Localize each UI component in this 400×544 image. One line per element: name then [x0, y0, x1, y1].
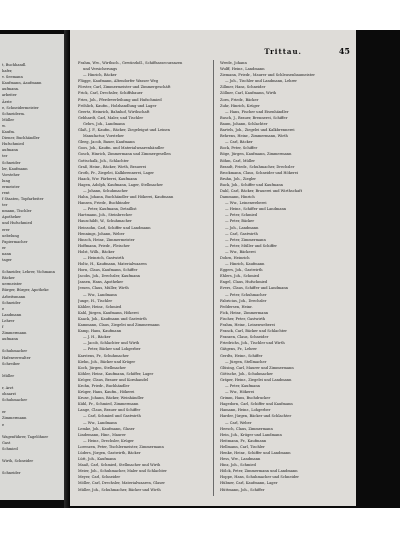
directory-entry: Gebhardt, Carl, Maler, und Tischler — [78, 115, 144, 120]
directory-entry: Holtz, H., Kaufmann, Materialwaaren — [78, 262, 147, 267]
directory-entry: — Peter, Müller und Schiffer — [225, 243, 277, 248]
directory-entry: Fries, Joh., Pferdeverleihung und Hufschmied — [78, 97, 162, 102]
directory-entry: Lüders, Jürgen, Gastwirth, Bäcker — [78, 451, 141, 455]
scanned-book-spread — [0, 30, 400, 508]
directory-entry: Baum, Johann, Schlachter — [220, 121, 268, 126]
directory-entry: Dahl, Carl, Bäcker, Brauerei und Wirthschaft — [220, 188, 303, 193]
left-page-fragment-line: nmann, Tischler — [2, 209, 32, 214]
left-page-fragment-line: Schmied — [2, 446, 18, 451]
directory-entry: — Carl, Weber — [225, 420, 252, 425]
left-page-fragment-line: arbeiter — [2, 93, 17, 98]
directory-entry: Kruse, Johann, Bäcker, Weinhändler — [78, 396, 144, 401]
left-page-fragment-line: Schneider — [2, 160, 21, 165]
directory-entry: Brandt, Friedr., Schuhmacher, Drechsler — [220, 164, 295, 169]
directory-entry: Lindemann, Hinr., Maurer — [78, 432, 126, 437]
directory-entry: — Ww., Bäckerei — [225, 249, 256, 254]
directory-entry: Holst, Wilh., Bäcker — [78, 249, 115, 254]
directory-entry: — Peter, Kaufmann, Detaillist — [83, 207, 137, 212]
left-page-fragment-line: er — [2, 245, 6, 250]
directory-entry: Engel, Claus, Hufschmied — [220, 280, 268, 285]
directory-entry: Müller, Joh., Schuhmacher, Bäcker und Wirth — [78, 487, 161, 492]
directory-entry: — Hinrich, Bäcker — [83, 73, 117, 78]
left-page-fragment-line: Zimmermann — [2, 416, 27, 421]
directory-entry: Brockmann, Claus, Schneider und Hökerei — [220, 170, 298, 175]
directory-entry: Gätgens, Fr., Lehrer — [220, 347, 257, 352]
directory-entry: — Hans, Fischer und Eisenhändler — [225, 109, 289, 114]
directory-entry: — Peter, Kaufmann — [225, 383, 260, 388]
directory-entry: — Carl, Gastwirth — [225, 231, 258, 236]
directory-entry: Lorenzen, Peter, Tischlermeister, Zimmermann — [78, 444, 164, 449]
directory-entry: — Carl, Bäcker — [225, 140, 253, 145]
directory-column-right — [220, 60, 350, 493]
left-page-fragment-line: Schuhmacher — [2, 349, 28, 354]
directory-entry: Hennings, Johann, Weber — [78, 231, 125, 236]
directory-entry: Jansen, Hans, Apotheker — [78, 280, 124, 285]
left-page-fragment-line: e — [2, 422, 5, 427]
directory-entry: Gosch, Hinrich, Zimmermann und Zimmergesellen — [78, 152, 171, 157]
directory-entry: Heesch, Claus, Zimmermann — [220, 426, 273, 431]
left-page-fragment-line: Schreiber — [2, 361, 20, 366]
directory-entry: Maaß, Carl, Schmied, Stellmacher und Wirth — [78, 463, 161, 468]
left-page-fragment-line: Vorsteher — [2, 172, 20, 177]
left-page-fragment-line: Hafenverwalter — [2, 355, 31, 360]
left-page-fragment-line: lung — [2, 178, 11, 183]
directory-entry: Dohrn, Heinrich — [220, 256, 250, 260]
directory-entry: Zuhr, Hinrich, Krüger — [220, 103, 260, 108]
left-page-fragment-line: e — [2, 306, 5, 311]
left-page-fragment-line: Apotheker — [2, 215, 21, 220]
directory-entry: Lütt, Joh., Kaufmann — [78, 457, 116, 462]
directory-entry: Böge, Jürgen, Kaufmann, Zimmermann — [220, 152, 292, 157]
directory-entry: Hübner, Carl, Kaufmann, Lager — [220, 481, 278, 486]
directory-entry: Goos, Joh., Kaufm. und Materialwaarenhändler — [78, 146, 165, 151]
left-page-text-column — [2, 62, 62, 476]
directory-entry: Fick, Heinr., Zimmermann — [220, 310, 269, 315]
left-page-fragment-line: nann — [2, 251, 12, 256]
left-page-fragment-line: Kaufmann, Aaufmann — [2, 81, 42, 86]
directory-entry: Hauschildt, W., Schuhmacher — [78, 219, 132, 224]
directory-entry: Kröger, Claus, Brauer und Kornhandel — [78, 377, 149, 382]
directory-entry: und Versicherungs — [83, 67, 118, 72]
left-page-fragment-line: rent — [2, 190, 10, 195]
directory-entry: Hamann, Heinr., Lohgerber — [220, 408, 271, 413]
directory-entry: Fischer, Peter, Gastwirth — [220, 316, 266, 321]
directory-entry: — Joh., Landmann — [225, 225, 259, 230]
directory-entry: Krüger, Hans, Kaufm., Hökerei — [78, 390, 135, 395]
directory-entry: Glüsing, Carl, Maurer und Zimmermann — [220, 365, 294, 370]
directory-entry: Hellmann, Carl, Tischler — [220, 444, 265, 449]
left-page-fragment-line: ermeister — [2, 184, 20, 189]
directory-entry: Manufactur, Vorsteher — [83, 134, 125, 139]
directory-entry: Horn, Claus, Kaufmann, Schiffer — [78, 268, 138, 273]
directory-entry: Busch, J., Brauer, Brennerei, Schiffer — [220, 115, 288, 120]
left-page-fragment-line: Arbeitsmann — [2, 294, 26, 299]
directory-entry: Kähler, Heinr., Schmied — [78, 304, 122, 309]
directory-entry: Hahn, Johann, Buchhändler und Hökerei, Kaufmann — [78, 195, 174, 200]
directory-entry: Karstens, Fr., Schuhmacher — [78, 353, 129, 358]
left-page-fragment-line: Bäcker — [2, 276, 15, 281]
directory-entry: — Hinrich, Kaufmann — [225, 262, 265, 267]
directory-entry: Hüttmann, Joh., Schiffer — [220, 487, 265, 492]
directory-entry: Kammann, Claus, Ziegelei und Zimmermann — [78, 323, 160, 328]
directory-entry: Heinsohn, Carl, Schiffer und Landmann — [78, 225, 151, 230]
directory-entry: — Ww., Landmann — [83, 292, 117, 297]
directory-entry: — J. H., Bäcker — [83, 335, 111, 340]
directory-entry: Frahm, Ww., Wirthsch., Gewürzhdl., Schiffsassecuranzen — [78, 61, 183, 65]
left-page-fragment-line: Kaufm. — [2, 130, 16, 135]
directory-entry: Hansen, Friedr., Buchbinder — [78, 201, 130, 206]
directory-entry: Hölck, Peter, Zimmermann und Landmann — [220, 469, 298, 474]
directory-entry: — Heinr., Schiffer und Landmann — [225, 207, 287, 212]
directory-entry: Hagedorn, Carl, Schiffer und Kaufmann — [220, 402, 293, 407]
directory-entry: — Peter, Schmied — [225, 213, 258, 218]
directory-entry: Friedrichs, Joh., Tischler und Wirth — [220, 341, 285, 346]
directory-entry: Hein, Joh., Krüger und Landmann — [220, 432, 282, 437]
left-page-fragment-line: Papiermacher — [2, 239, 28, 244]
directory-entry: Gottschalk, Joh., Schlachter — [78, 158, 129, 163]
left-page-fragment-line: Schneider — [2, 300, 21, 305]
directory-entry: Grimm, Hans, Buchdrucker — [220, 396, 271, 401]
directory-entry: Heitmann, Fr., Kaufmann — [220, 438, 267, 443]
directory-entry: Frick, Carl, Drechsler, Schiffsbauer — [78, 91, 143, 96]
directory-entry: — Joh., Tischler und Landmann, Lehrer — [225, 79, 298, 84]
directory-entry: Zöllner, Carl, Kaufmann, Wirth — [220, 91, 277, 96]
directory-entry: Harder, Jürgen, Bäcker und Schlachter — [220, 414, 292, 419]
directory-entry: Haack, Ww. Färberei, Kaufmann — [78, 176, 137, 181]
directory-entry: Kaack, Joh., Kaufmann und Gastwirth — [78, 316, 147, 321]
running-head — [70, 46, 356, 58]
left-page-fragment-line: v. Seemann — [2, 75, 23, 80]
left-page-fragment-line: ter — [2, 154, 8, 159]
directory-entry: Bock, Peter, Schiffer — [220, 146, 258, 151]
column-divider — [213, 60, 214, 496]
directory-entry: Meyer, Carl, Schneider — [78, 475, 121, 480]
directory-entry: Jacobs, Joh., Drechsler, Kaufmann — [78, 274, 140, 279]
directory-entry: Wulff, Heinr., Landmann — [220, 67, 265, 72]
directory-entry: — Ww., Hökerei — [225, 390, 255, 395]
directory-entry: Fröhlich, Kaufm., Holzhandlung und Lager — [78, 103, 157, 108]
directory-entry: Buck, Joh., Schiffer und Kaufmann — [220, 182, 283, 187]
left-page-fragment-line: Hufschmied — [2, 142, 24, 147]
left-page-fragment-line: Gast — [2, 440, 11, 445]
directory-entry: Behrens, Heinr., Zimmermann, Wirth — [220, 134, 288, 139]
left-page-fragment-line: Schneider — [2, 471, 21, 476]
directory-entry: Eggers, Joh., Gastwirth — [220, 268, 263, 273]
directory-entry: Jessen, Claus, Müller, Wirth — [78, 286, 129, 291]
directory-entry: Franck, Carl, Bäcker und Schlachter — [220, 329, 287, 334]
directory-entry: Geertz, Heinrich, Bahnhof, Wirthschaft — [78, 109, 150, 114]
left-page-fragment-line: Wirth, Schneider — [2, 459, 34, 464]
left-page-fragment-line: t, Buchhandl. — [2, 63, 27, 67]
directory-entry: — Peter, Zimmermann — [225, 237, 266, 242]
directory-entry: Bruhn, Joh., Ziegler — [220, 176, 257, 181]
left-page-fragment-line: Müller — [2, 373, 15, 378]
directory-entry: Groth, Fr., Ziegelei, Kalkbrennerei, Lager — [78, 170, 154, 175]
directory-entry: Gerdts, Heinr., Schiffer — [220, 353, 263, 358]
left-page-fragment-line: e, Schneidermeister — [2, 105, 39, 110]
directory-entry: — Ww., Leinenweberei — [225, 201, 267, 206]
directory-entry: Zillmer, Hans, Schneider — [220, 85, 266, 90]
directory-entry: Lemke, Joh., Kaufmann, Glaser — [78, 426, 135, 431]
left-page-fragment-line: tager — [2, 258, 12, 262]
directory-entry: — Carl, Schmied und Gastwirth — [83, 414, 141, 419]
directory-column-left — [78, 60, 206, 493]
directory-entry: Hoffmann, Friedr., Fleischer — [78, 243, 130, 248]
directory-entry: Hinz, Joh., Schmied — [220, 463, 256, 468]
left-page-fragment-line: ler, Kaufmann — [2, 166, 28, 171]
directory-entry: Ziemann, Friedr., Maurer und Schleusenbaumeister — [220, 73, 315, 78]
left-page-fragment-line: Bürger, Bürger, Apotheke — [2, 288, 49, 293]
directory-entry: Hagen, Adolph, Kaufmann, Lager, Stellmacher — [78, 182, 163, 187]
directory-entry: Dammann, Hinrich — [220, 195, 255, 200]
left-page-fragment-line: aufmann — [2, 337, 18, 342]
left-page-fragment-line: ter — [2, 203, 8, 208]
directory-entry: Bartels, Joh., Ziegelei und Kalkbrennerei — [220, 128, 295, 133]
left-page-fragment-line: Wagenführer, Tagelöhner — [2, 434, 49, 439]
directory-entry: Zorn, Friedr., Bäcker — [220, 97, 259, 102]
directory-entry: Kamp, Hans, Kaufmann — [78, 329, 122, 334]
directory-entry: Hoppe, Hans, Schuhmacher und Schneider — [220, 475, 299, 480]
page-number: 45 — [338, 46, 350, 56]
directory-entry: Junge, H., Tischler — [78, 298, 113, 303]
directory-entry: Köhler, Heinr., Kaufmann, Schiffer, Lager — [78, 371, 154, 376]
directory-entry: Henke, Heinr., Schiffer und Landmann — [220, 451, 291, 455]
directory-entry: Hinsch, Heinr., Zimmermeister — [78, 237, 135, 242]
directory-entry: — Johann, Schuhmacher — [83, 188, 128, 193]
directory-entry: — Peter, Bäcker — [225, 219, 255, 224]
directory-entry: Fabricius, Joh., Drechsler — [220, 298, 267, 303]
left-page-fragment-line: Ärzte — [2, 99, 12, 104]
left-page-fragment-line: f — [2, 325, 4, 330]
directory-entry: Franzen, Claus, Schneider — [220, 335, 269, 340]
directory-entry: Gleeg, Jacob, Bauer, Kaufmann — [78, 140, 135, 145]
left-page-fragment-line: Zimmermann — [2, 331, 27, 336]
directory-entry: Evers, Claus, Schiffer und Landmann — [220, 286, 288, 291]
directory-entry: Frahm, Heinr., Leinenweberei — [220, 323, 275, 328]
left-page-fragment-line: uermeister — [2, 282, 22, 287]
left-page-fragment-line: und Hufschmied — [2, 221, 33, 226]
directory-entry: — Jacob, Schlachter und Wirth — [83, 341, 140, 346]
directory-entry: Göttsche, Joh., Schuhmacher — [220, 371, 273, 376]
left-page-fragment-line: Schuhmacher — [2, 398, 28, 403]
directory-entry: Hess, Ww., Landmann — [220, 457, 261, 462]
directory-entry: Böhm, Carl, Müller — [220, 158, 255, 163]
left-page-fragment-line: f Staaten, Topfarbeiter — [2, 197, 44, 202]
directory-entry: Gehrs, Joh., Landmann — [83, 121, 125, 126]
directory-entry: — Ww., Landmann — [83, 420, 117, 425]
left-page-fragment-line: erer — [2, 227, 10, 232]
directory-entry: — Peter, Bäcker und Lohgerber — [83, 347, 141, 352]
directory-entry: Förster, Carl, Zimmermeister und Zimmergeschäft — [78, 85, 171, 90]
directory-entry: — Peter, Schuhmacher — [225, 292, 267, 297]
left-page-fragment-line: Diener, Buchhändler — [2, 136, 40, 141]
left-page-fragment-line: ohnarzt — [2, 392, 16, 397]
directory-entry: Ehlers, Joh., Schmied — [220, 274, 260, 279]
left-page-fragment-line: er — [2, 410, 6, 415]
directory-entry: Koch, Jürgen, Stellmacher — [78, 365, 126, 370]
directory-entry: Krohn, Friedr., Buchhändler — [78, 383, 130, 388]
directory-entry: Möller, Carl, Drechsler, Materialwaaren, Glaser — [78, 481, 165, 486]
directory-entry: Kiehn, Joh., Bäcker und Krüger — [78, 359, 136, 364]
directory-entry: Flügge, Kaufmann, Altendorfer Wasser Weg — [78, 79, 159, 84]
directory-entry: Meier, Joh., Schuhmacher, Maler und Schlachter — [78, 469, 167, 474]
directory-entry: — Heinrich, Gastwirth — [83, 256, 124, 260]
left-page-fragment-line: w. — [2, 123, 6, 128]
left-page-fragment-line: uebelung — [2, 233, 19, 238]
left-page-fragment-line: aufmann. — [2, 87, 20, 92]
left-page-fragment-line: Müller — [2, 117, 15, 122]
running-title: Trittau. — [264, 47, 302, 56]
left-page-fragment — [0, 34, 64, 500]
left-page-fragment-line: Schneiderm. — [2, 111, 26, 116]
left-page-fragment-line: Lehrer — [2, 318, 15, 323]
directory-entry: — Heinr., Drechsler, Krüger — [83, 438, 134, 443]
directory-entry: Hartmann, Joh., Steinbrecher — [78, 213, 133, 218]
directory-entry: Wrede, Johann — [220, 61, 247, 65]
directory-entry: Feddersen, Heinr. — [220, 304, 253, 309]
directory-entry: Kahl, Jürgen, Kaufmann, Hökerei — [78, 310, 139, 315]
left-page-fragment-line: Landmann — [2, 312, 22, 317]
directory-entry: Kühl, Fr., Schmied, Zimmermann — [78, 402, 139, 407]
right-page — [70, 30, 356, 506]
left-page-fragment-line: r, Arzt — [2, 385, 14, 390]
directory-entry: Gräper, Heinr., Ziegelei und Landmann — [220, 377, 292, 382]
left-page-fragment-line: aufmann — [2, 148, 18, 153]
directory-entry: — Jürgen, Stellmacher — [225, 359, 267, 364]
directory-entry: Graß, Heinr., Bäcker, Wirth, Brauerei — [78, 164, 147, 169]
directory-entry: Lange, Claus, Brauer und Schiffer — [78, 408, 141, 413]
left-page-fragment-line: Schneider, Lehrer, Vichmann — [2, 270, 55, 275]
directory-entry: Glaß, J. F., Kaufm., Bäcker, Ziegeleigut und Leinen — [78, 128, 170, 133]
left-page-fragment-line: hafer, — [2, 69, 13, 74]
